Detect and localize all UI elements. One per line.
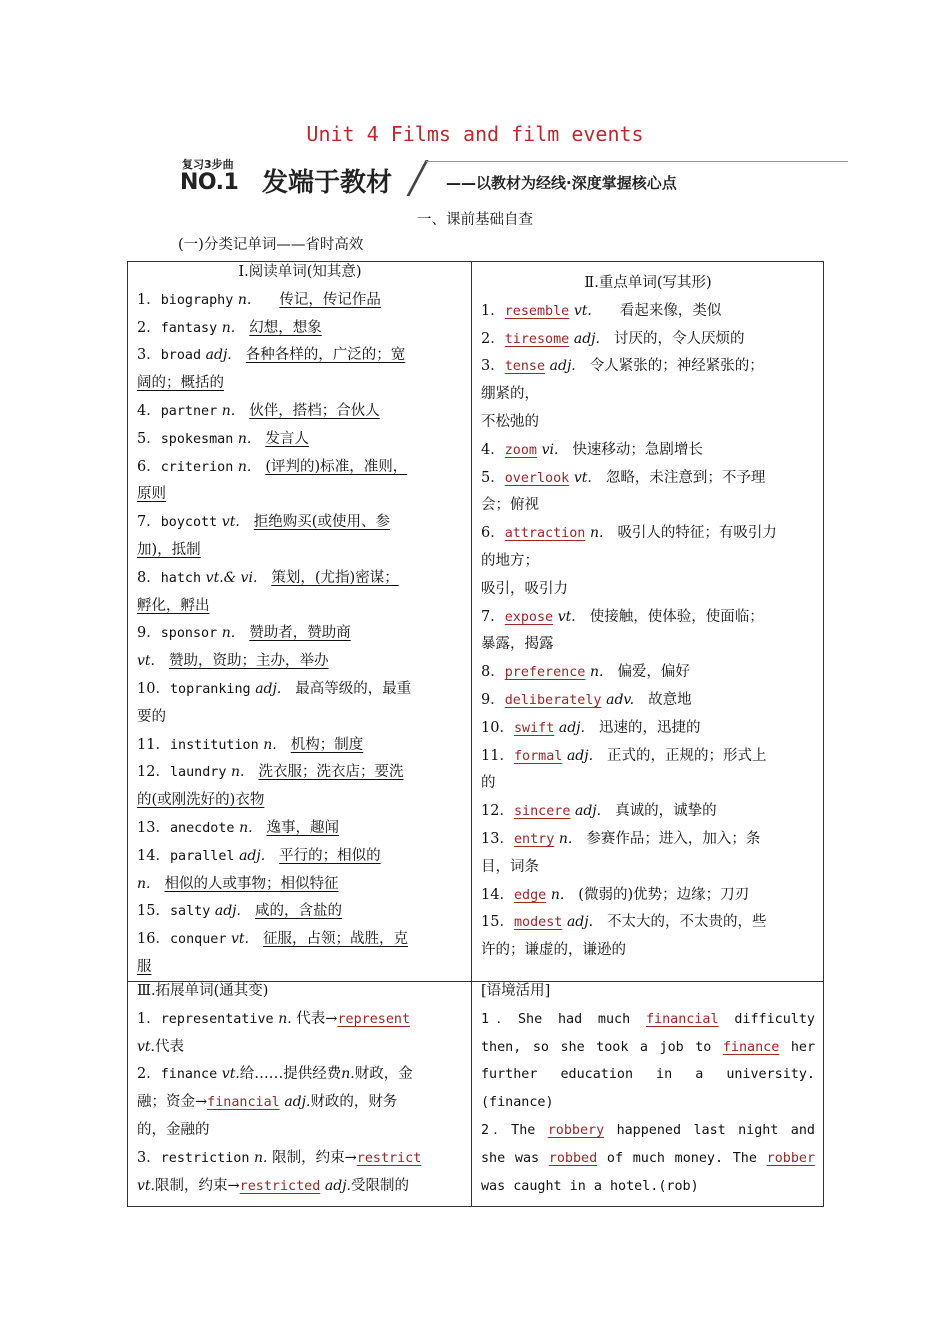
key-item: 13．entry n. 参赛作品；进入，加入；条 bbox=[481, 830, 761, 847]
banner-subtitle: ——以教材为经线·深度掌握核心点 bbox=[446, 174, 677, 192]
key-item-cont: 目，词条 bbox=[481, 858, 539, 875]
subsection-heading: (一)分类记单词——省时高效 bbox=[178, 237, 364, 253]
reading-item-cont: 阔的；概括的 bbox=[137, 375, 224, 392]
key-item: 1．resemble vt. 看起来像，类似 bbox=[481, 302, 722, 319]
key-item: 10．swift adj. 迅速的，迅捷的 bbox=[481, 719, 701, 736]
key-item-cont: 不松弛的 bbox=[481, 413, 539, 430]
reading-item: 6．criterion n. (评判的)标准，准则， bbox=[137, 458, 408, 475]
context-header: [语境活用] bbox=[481, 983, 551, 999]
key-item: 3．tense adj. 令人紧张的；神经紧张的； bbox=[481, 358, 764, 375]
reading-item: 7．boycott vt. 拒绝购买(或使用、参 bbox=[137, 514, 390, 531]
context-sentence-cont: (finance) bbox=[481, 1095, 554, 1111]
key-item: 9．deliberately adv. 故意地 bbox=[481, 691, 692, 708]
extend-item: 3．restriction n. 限制，约束→restrict bbox=[137, 1149, 422, 1166]
reading-item: 13．anecdote n. 逸事，趣闻 bbox=[137, 819, 340, 836]
banner-heading: 发端于教材 bbox=[262, 168, 393, 198]
reading-item-cont: vt. 赞助，资助；主办，举办 bbox=[137, 653, 329, 670]
extend-words-header: Ⅲ.拓展单词(通其变) bbox=[137, 983, 269, 999]
extend-words-cell bbox=[137, 978, 463, 1200]
reading-item-cont: 孵化，孵出 bbox=[137, 597, 210, 614]
extend-item: 1．representative n. 代表→represent bbox=[137, 1010, 411, 1027]
reading-item: 15．salty adj. 咸的，含盐的 bbox=[137, 903, 342, 920]
extend-item-cont: vt.限制，约束→restricted adj.受限制的 bbox=[137, 1177, 409, 1194]
key-item-cont: 吸引，吸引力 bbox=[481, 580, 568, 597]
key-item: 15．modest adj. 不太大的，不太贵的，些 bbox=[481, 914, 767, 931]
reading-item: 12．laundry n. 洗衣服；洗衣店；要洗 bbox=[137, 764, 404, 781]
key-item: 14．edge n. (微弱的)优势；边缘；刀刃 bbox=[481, 886, 750, 903]
section-banner bbox=[180, 156, 848, 198]
key-item: 12．sincere adj. 真诚的，诚挚的 bbox=[481, 803, 717, 820]
reading-words-header: Ⅰ.阅读单词(知其意) bbox=[238, 264, 362, 280]
reading-item: 4．partner n. 伙伴，搭档；合伙人 bbox=[137, 402, 380, 419]
context-sentence: 1．She had much financial difficulty bbox=[481, 1011, 815, 1027]
key-item: 2．tiresome adj. 讨厌的，令人厌烦的 bbox=[481, 330, 745, 347]
reading-item-cont: n. 相似的人或事物；相似特征 bbox=[137, 875, 339, 892]
reading-item: 8．hatch vt.& vi. 策划，(尤指)密谋； bbox=[137, 569, 399, 586]
context-practice-cell bbox=[481, 978, 815, 1200]
key-words-cell bbox=[481, 270, 815, 965]
reading-item-cont: 加)，抵制 bbox=[137, 541, 201, 558]
key-item: 11．formal adj. 正式的，正规的；形式上 bbox=[481, 747, 767, 764]
key-item-cont: 暴露，揭露 bbox=[481, 636, 554, 653]
context-sentence: 2．The robbery happened last night and bbox=[481, 1122, 815, 1138]
reading-item-cont: 原则 bbox=[137, 486, 166, 503]
reading-item: 16．conquer vt. 征服，占领；战胜，克 bbox=[137, 931, 408, 948]
key-item: 4．zoom vi. 快速移动；急剧增长 bbox=[481, 441, 703, 458]
vocabulary-table bbox=[127, 261, 824, 1207]
reading-item: 14．parallel adj. 平行的；相似的 bbox=[137, 847, 381, 864]
reading-item-cont: 要的 bbox=[137, 708, 166, 725]
page-title: Unit 4 Films and film events bbox=[306, 122, 644, 146]
reading-words-cell bbox=[137, 259, 463, 982]
extend-item-cont: vt.代表 bbox=[137, 1038, 184, 1055]
key-item-cont: 绷紧的， bbox=[481, 386, 539, 403]
reading-item: 9．sponsor n. 赞助者，赞助商 bbox=[137, 625, 351, 642]
key-item-cont: 许的；谦虚的，谦逊的 bbox=[481, 942, 626, 959]
context-sentence-cont: then, so she took a job to finance her bbox=[481, 1039, 816, 1055]
reading-item: 11．institution n. 机构；制度 bbox=[137, 736, 364, 753]
context-sentence-cont: was caught in a hotel.(rob) bbox=[481, 1178, 699, 1194]
key-item: 6．attraction n. 吸引人的特征；有吸引力 bbox=[481, 525, 777, 542]
banner-rule bbox=[426, 161, 848, 162]
key-item: 8．preference n. 偏爱，偏好 bbox=[481, 664, 690, 681]
reading-item: 1．biography n. 传记，传记作品 bbox=[137, 291, 381, 308]
extend-item: 2．finance vt.给……提供经费n.财政，金 bbox=[137, 1066, 413, 1083]
key-item-cont: 会；俯视 bbox=[481, 497, 539, 514]
reading-item: 3．broad adj. 各种各样的，广泛的；宽 bbox=[137, 347, 406, 364]
extend-item-cont: 的，金融的 bbox=[137, 1121, 210, 1138]
reading-item: 2．fantasy n. 幻想，想象 bbox=[137, 319, 322, 336]
banner-number: NO.1 bbox=[180, 170, 239, 195]
reading-item: 10．topranking adj. 最高等级的，最重 bbox=[137, 680, 412, 697]
key-item: 7．expose vt. 使接触，使体验，使面临； bbox=[481, 608, 764, 625]
banner-step-label: 复习3步曲 bbox=[182, 158, 234, 171]
key-item: 5．overlook vt. 忽略，未注意到；不予理 bbox=[481, 469, 766, 486]
extend-item-cont: 融；资金→financial adj.财政的，财务 bbox=[137, 1094, 398, 1111]
reading-item: 5．spokesman n. 发言人 bbox=[137, 430, 309, 447]
section-heading: 一、课前基础自查 bbox=[417, 212, 533, 228]
context-sentence-cont: further education in a university. bbox=[481, 1067, 815, 1083]
context-sentence-cont: she was robbed of much money. The robber bbox=[481, 1150, 816, 1166]
key-item-cont: 的地方； bbox=[481, 552, 539, 569]
key-words-header: Ⅱ.重点单词(写其形) bbox=[584, 275, 712, 291]
banner-divider bbox=[406, 160, 428, 196]
reading-item-cont: 服 bbox=[137, 958, 152, 975]
key-item-cont: 的 bbox=[481, 775, 496, 792]
table-column-divider bbox=[471, 262, 472, 1206]
reading-item-cont: 的(或刚洗好的)衣物 bbox=[137, 792, 265, 809]
